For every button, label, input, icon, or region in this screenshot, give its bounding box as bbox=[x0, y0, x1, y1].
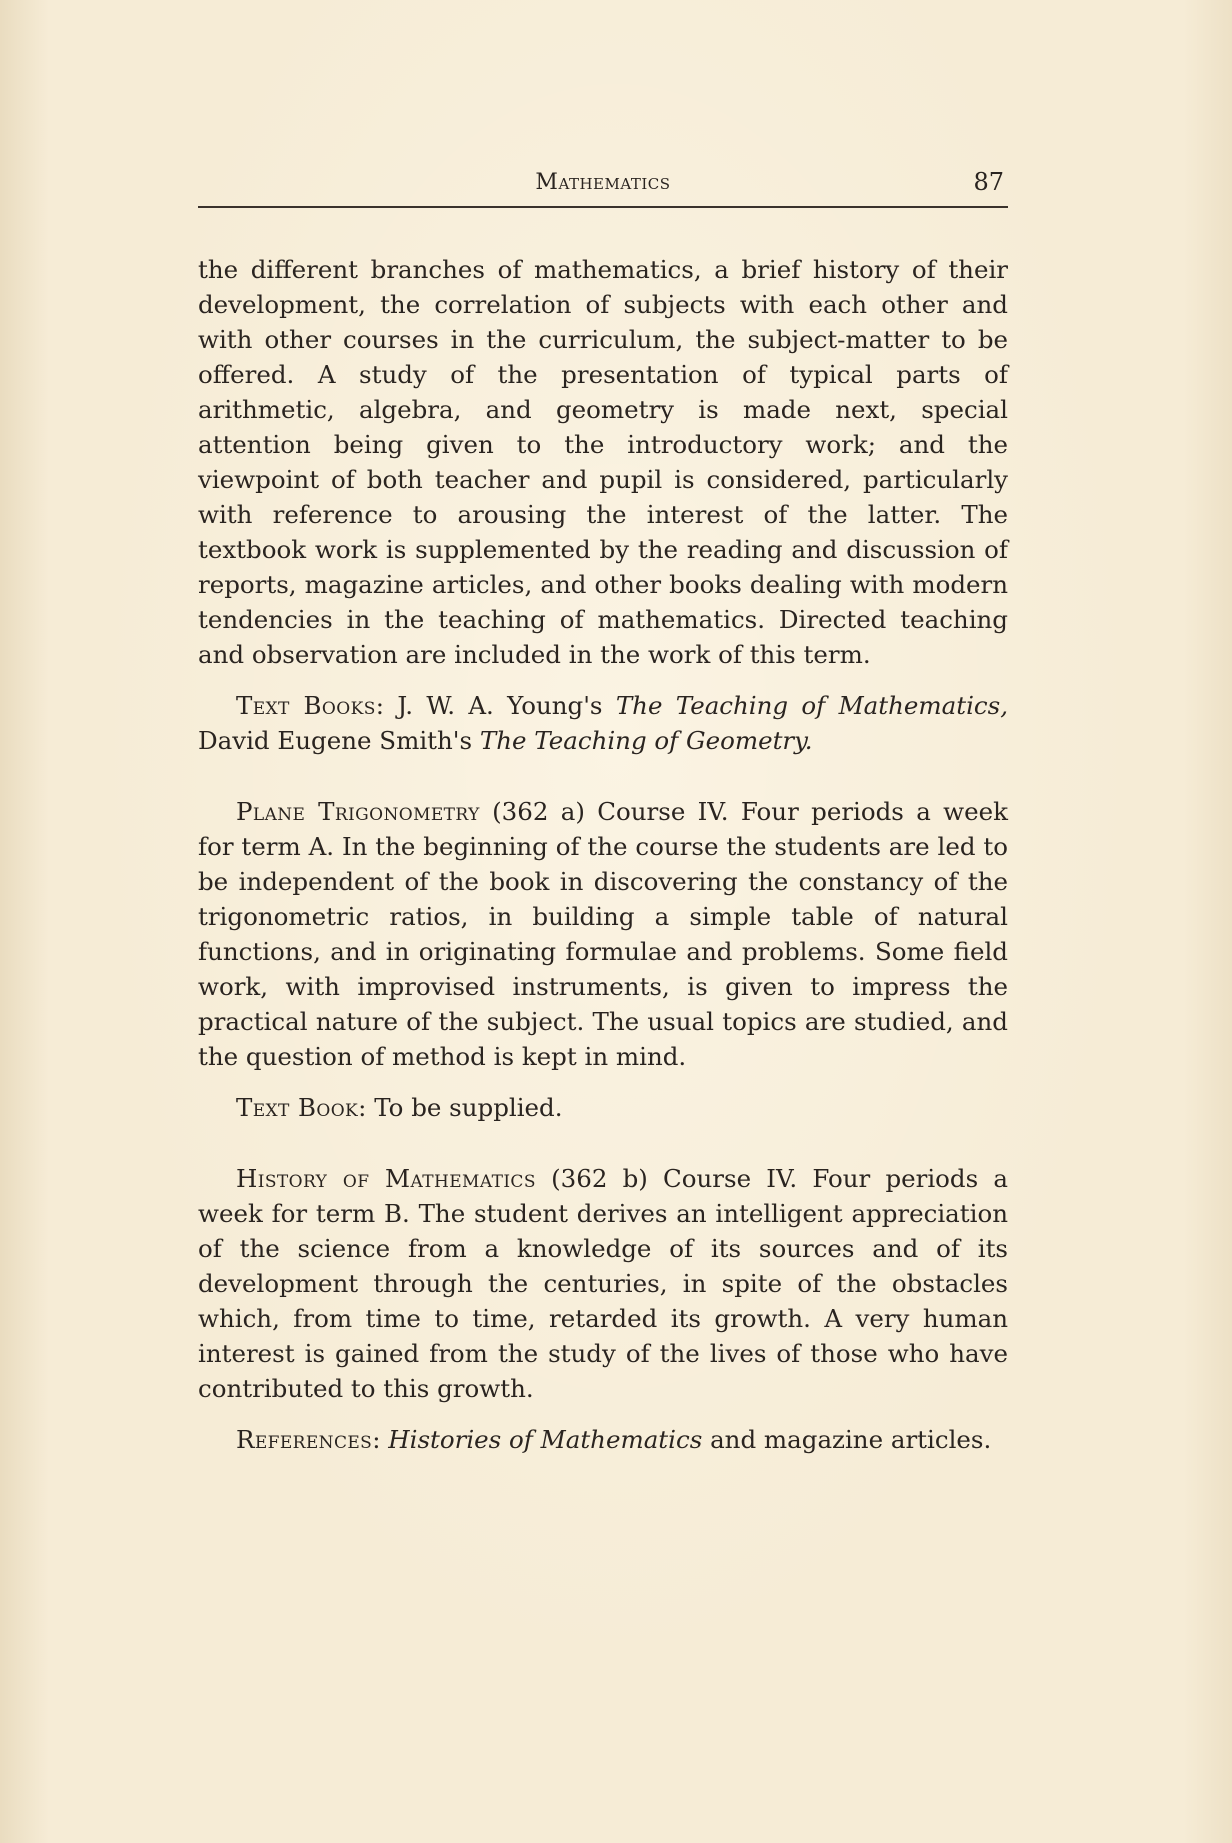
textbooks-author2: David Eugene Smith's bbox=[198, 726, 480, 755]
references-note bbox=[198, 1422, 1008, 1457]
references-separator: : bbox=[372, 1425, 389, 1454]
course-trigonometry bbox=[198, 794, 1008, 1074]
textbooks-separator: : bbox=[375, 691, 398, 720]
page-number: 87 bbox=[973, 168, 1004, 196]
textbooks-author1: J. W. A. Young's bbox=[397, 691, 616, 720]
textbooks-note bbox=[198, 688, 1008, 758]
textbooks-title1: The Teaching of Mathematics, bbox=[615, 691, 1008, 720]
textbooks-title2: The Teaching of Geometry. bbox=[479, 726, 813, 755]
running-head bbox=[198, 166, 1008, 208]
references-text: and magazine articles. bbox=[702, 1425, 992, 1454]
course-history bbox=[198, 1161, 1008, 1406]
course-text-history: (362 b) Course IV. Four periods a week for term B. The student derives an intelligent appreciation of the science from a knowledge of its sources and of its development through the centuries, in spite of the obstacles which, from time to time, retarded its growth. A very human interest is gained from the study of the lives of those who have contributed to this growth. bbox=[198, 1164, 1008, 1403]
book-page bbox=[198, 0, 1008, 1843]
course-heading-history: History of Mathematics bbox=[236, 1164, 536, 1193]
textbook-separator: : bbox=[358, 1093, 375, 1122]
textbook-text: To be supplied. bbox=[374, 1093, 563, 1122]
textbook-note bbox=[198, 1090, 1008, 1125]
paragraph-continued: the different branches of mathematics, a brief history of their development, the correlation of subjects with each other and with other courses in the curriculum, the subject-matter to be offered. A study of the presentation of typical parts of arithmetic, algebra, and geometry is made next, special attention being given to the introductory work; and the viewpoint of both teacher and pupil is considered, particularly with reference to arousing the interest of the latter. The textbook work is supplemented by the reading and discussion of reports, magazine articles, and other books dealing with modern tendencies in the teaching of mathematics. Directed teaching and observation are included in the work of this term. bbox=[198, 255, 1008, 669]
references-title: Histories of Mathematics bbox=[388, 1425, 703, 1454]
textbook-label: Text Book bbox=[236, 1093, 359, 1122]
textbooks-label: Text Books bbox=[236, 691, 376, 720]
body-text bbox=[198, 252, 1008, 1457]
course-heading-trigonometry: Plane Trigonometry bbox=[236, 797, 480, 826]
references-label: References bbox=[236, 1425, 373, 1454]
running-title: Mathematics bbox=[535, 170, 671, 195]
course-text-trigonometry: (362 a) Course IV. Four periods a week for term A. In the beginning of the course the students are led to be independent of the book in discovering the constancy of the trigonometric ratios, in building a simple table of natural functions, and in originating formulae and problems. Some field work, with improvised instruments, is given to impress the practical nature of the subject. The usual topics are studied, and the question of method is kept in mind. bbox=[198, 797, 1008, 1071]
